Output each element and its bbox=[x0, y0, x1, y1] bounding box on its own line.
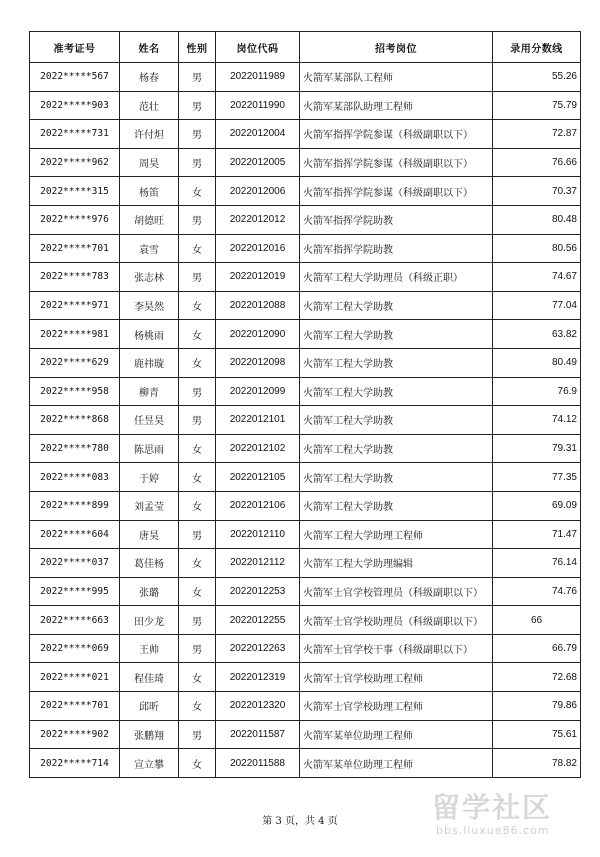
cell-name: 葛佳杨 bbox=[120, 549, 179, 578]
table-row bbox=[30, 348, 581, 377]
cell-name: 陈思雨 bbox=[120, 434, 179, 463]
cell-exam-id: 2022*****083 bbox=[30, 463, 120, 492]
cell-post-code: 2022012110 bbox=[216, 520, 300, 549]
cell-gender: 女 bbox=[179, 549, 216, 578]
cell-score: 55.26 bbox=[493, 63, 581, 92]
cell-score: 72.87 bbox=[493, 120, 581, 149]
cell-score: 74.67 bbox=[493, 263, 581, 292]
cell-name: 唐昊 bbox=[120, 520, 179, 549]
table-row bbox=[30, 463, 581, 492]
cell-post: 火箭军士官学校管理员（科级副职以下） bbox=[300, 577, 493, 606]
cell-exam-id: 2022*****714 bbox=[30, 749, 120, 778]
cell-gender: 男 bbox=[179, 720, 216, 749]
header-name: 姓名 bbox=[120, 32, 179, 63]
cell-post: 火箭军士官学校助理员（科级副职以下） bbox=[300, 606, 493, 635]
cell-post: 火箭军工程大学助理编辑 bbox=[300, 549, 493, 578]
cell-name: 杨笛 bbox=[120, 177, 179, 206]
cell-post-code: 2022012088 bbox=[216, 291, 300, 320]
cell-post: 火箭军指挥学院参谋（科级副职以下） bbox=[300, 120, 493, 149]
cell-exam-id: 2022*****995 bbox=[30, 577, 120, 606]
cell-name: 宣立攀 bbox=[120, 749, 179, 778]
cell-post-code: 2022012106 bbox=[216, 491, 300, 520]
cell-post-code: 2022012253 bbox=[216, 577, 300, 606]
watermark-url: bbs.liuxue86.com bbox=[436, 824, 550, 837]
cell-score: 71.47 bbox=[493, 520, 581, 549]
table-row bbox=[30, 263, 581, 292]
cell-post-code: 2022012102 bbox=[216, 434, 300, 463]
cell-gender: 男 bbox=[179, 606, 216, 635]
table-row bbox=[30, 520, 581, 549]
admission-table bbox=[29, 31, 581, 778]
cell-post-code: 2022012105 bbox=[216, 463, 300, 492]
cell-name: 张志林 bbox=[120, 263, 179, 292]
cell-name: 李昊然 bbox=[120, 291, 179, 320]
cell-exam-id: 2022*****899 bbox=[30, 491, 120, 520]
cell-score: 75.79 bbox=[493, 91, 581, 120]
cell-score: 74.12 bbox=[493, 406, 581, 435]
cell-exam-id: 2022*****902 bbox=[30, 720, 120, 749]
cell-post: 火箭军工程大学助教 bbox=[300, 320, 493, 349]
cell-score: 72.68 bbox=[493, 663, 581, 692]
cell-post-code: 2022011587 bbox=[216, 720, 300, 749]
cell-gender: 女 bbox=[179, 320, 216, 349]
header-post-code: 岗位代码 bbox=[216, 32, 300, 63]
table-row bbox=[30, 634, 581, 663]
cell-gender: 女 bbox=[179, 749, 216, 778]
cell-name: 柳青 bbox=[120, 377, 179, 406]
cell-post: 火箭军工程大学助理工程师 bbox=[300, 520, 493, 549]
cell-exam-id: 2022*****971 bbox=[30, 291, 120, 320]
cell-exam-id: 2022*****783 bbox=[30, 263, 120, 292]
cell-exam-id: 2022*****903 bbox=[30, 91, 120, 120]
header-score: 录用分数线 bbox=[493, 32, 581, 63]
table-row bbox=[30, 205, 581, 234]
cell-post-code: 2022012090 bbox=[216, 320, 300, 349]
watermark-title: 留学社区 bbox=[432, 791, 553, 824]
cell-exam-id: 2022*****868 bbox=[30, 406, 120, 435]
cell-gender: 女 bbox=[179, 234, 216, 263]
cell-post: 火箭军工程大学助教 bbox=[300, 406, 493, 435]
cell-post: 火箭军工程大学助教 bbox=[300, 434, 493, 463]
cell-post-code: 2022012112 bbox=[216, 549, 300, 578]
table-header-row bbox=[30, 32, 581, 63]
cell-score: 80.48 bbox=[493, 205, 581, 234]
cell-post-code: 2022012320 bbox=[216, 692, 300, 721]
table-row bbox=[30, 491, 581, 520]
table-row bbox=[30, 120, 581, 149]
cell-post-code: 2022011990 bbox=[216, 91, 300, 120]
cell-post-code: 2022012319 bbox=[216, 663, 300, 692]
cell-exam-id: 2022*****663 bbox=[30, 606, 120, 635]
cell-score: 78.82 bbox=[493, 749, 581, 778]
cell-post: 火箭军士官学校助理工程师 bbox=[300, 692, 493, 721]
cell-post-code: 2022012098 bbox=[216, 348, 300, 377]
table-row bbox=[30, 749, 581, 778]
cell-exam-id: 2022*****701 bbox=[30, 692, 120, 721]
cell-exam-id: 2022*****315 bbox=[30, 177, 120, 206]
table-row bbox=[30, 692, 581, 721]
cell-post: 火箭军某部队工程师 bbox=[300, 63, 493, 92]
cell-post-code: 2022012263 bbox=[216, 634, 300, 663]
cell-post-code: 2022012099 bbox=[216, 377, 300, 406]
cell-post: 火箭军指挥学院参谋（科级副职以下） bbox=[300, 177, 493, 206]
table-row bbox=[30, 406, 581, 435]
cell-gender: 女 bbox=[179, 348, 216, 377]
cell-exam-id: 2022*****976 bbox=[30, 205, 120, 234]
cell-score: 77.35 bbox=[493, 463, 581, 492]
cell-name: 张璐 bbox=[120, 577, 179, 606]
cell-gender: 男 bbox=[179, 63, 216, 92]
header-exam-id: 准考证号 bbox=[30, 32, 120, 63]
cell-exam-id: 2022*****958 bbox=[30, 377, 120, 406]
cell-name: 许付炟 bbox=[120, 120, 179, 149]
cell-score: 77.04 bbox=[493, 291, 581, 320]
cell-post-code: 2022012019 bbox=[216, 263, 300, 292]
cell-gender: 女 bbox=[179, 434, 216, 463]
cell-gender: 女 bbox=[179, 491, 216, 520]
cell-gender: 男 bbox=[179, 520, 216, 549]
cell-gender: 男 bbox=[179, 148, 216, 177]
cell-name: 周昊 bbox=[120, 148, 179, 177]
cell-name: 范壮 bbox=[120, 91, 179, 120]
cell-exam-id: 2022*****604 bbox=[30, 520, 120, 549]
cell-name: 胡德旺 bbox=[120, 205, 179, 234]
cell-name: 张鹏翔 bbox=[120, 720, 179, 749]
cell-gender: 男 bbox=[179, 91, 216, 120]
cell-exam-id: 2022*****962 bbox=[30, 148, 120, 177]
table-row bbox=[30, 63, 581, 92]
table-row bbox=[30, 234, 581, 263]
header-post: 招考岗位 bbox=[300, 32, 493, 63]
cell-post-code: 2022012016 bbox=[216, 234, 300, 263]
cell-score: 80.49 bbox=[493, 348, 581, 377]
cell-exam-id: 2022*****021 bbox=[30, 663, 120, 692]
table-row bbox=[30, 177, 581, 206]
cell-post: 火箭军工程大学助理员（科级正职） bbox=[300, 263, 493, 292]
cell-exam-id: 2022*****629 bbox=[30, 348, 120, 377]
cell-score: 76.66 bbox=[493, 148, 581, 177]
cell-post-code: 2022012005 bbox=[216, 148, 300, 177]
cell-score: 63.82 bbox=[493, 320, 581, 349]
cell-gender: 男 bbox=[179, 634, 216, 663]
cell-name: 刘孟莹 bbox=[120, 491, 179, 520]
cell-gender: 男 bbox=[179, 406, 216, 435]
cell-name: 杨桃雨 bbox=[120, 320, 179, 349]
cell-post: 火箭军工程大学助教 bbox=[300, 377, 493, 406]
table-row bbox=[30, 91, 581, 120]
cell-score: 70.37 bbox=[493, 177, 581, 206]
cell-name: 田少龙 bbox=[120, 606, 179, 635]
cell-score: 69.09 bbox=[493, 491, 581, 520]
cell-name: 于婷 bbox=[120, 463, 179, 492]
table-row bbox=[30, 320, 581, 349]
cell-exam-id: 2022*****731 bbox=[30, 120, 120, 149]
table-row bbox=[30, 606, 581, 635]
page-footer: 第 3 页，共 4 页 bbox=[262, 816, 338, 827]
cell-post: 火箭军某单位助理工程师 bbox=[300, 749, 493, 778]
cell-post-code: 2022012255 bbox=[216, 606, 300, 635]
table-row bbox=[30, 148, 581, 177]
cell-gender: 女 bbox=[179, 463, 216, 492]
cell-gender: 女 bbox=[179, 663, 216, 692]
cell-score: 79.86 bbox=[493, 692, 581, 721]
cell-post-code: 2022011588 bbox=[216, 749, 300, 778]
cell-post: 火箭军指挥学院参谋（科级副职以下） bbox=[300, 148, 493, 177]
cell-post: 火箭军工程大学助教 bbox=[300, 463, 493, 492]
cell-exam-id: 2022*****981 bbox=[30, 320, 120, 349]
table-row bbox=[30, 434, 581, 463]
cell-gender: 男 bbox=[179, 263, 216, 292]
table-row bbox=[30, 577, 581, 606]
cell-name: 杨春 bbox=[120, 63, 179, 92]
cell-gender: 女 bbox=[179, 291, 216, 320]
cell-exam-id: 2022*****037 bbox=[30, 549, 120, 578]
table-row bbox=[30, 291, 581, 320]
cell-post: 火箭军某部队助理工程师 bbox=[300, 91, 493, 120]
watermark-logo bbox=[428, 786, 588, 846]
cell-gender: 男 bbox=[179, 377, 216, 406]
cell-name: 邱昕 bbox=[120, 692, 179, 721]
table-row bbox=[30, 663, 581, 692]
table-body bbox=[30, 63, 581, 778]
header-gender: 性别 bbox=[179, 32, 216, 63]
cell-post-code: 2022012004 bbox=[216, 120, 300, 149]
cell-post-code: 2022012006 bbox=[216, 177, 300, 206]
cell-score: 76.9 bbox=[493, 377, 581, 406]
cell-post: 火箭军工程大学助教 bbox=[300, 291, 493, 320]
cell-exam-id: 2022*****567 bbox=[30, 63, 120, 92]
cell-post: 火箭军士官学校干事（科级副职以下） bbox=[300, 634, 493, 663]
cell-name: 鹿祎璇 bbox=[120, 348, 179, 377]
cell-gender: 女 bbox=[179, 577, 216, 606]
cell-exam-id: 2022*****780 bbox=[30, 434, 120, 463]
cell-post: 火箭军指挥学院助教 bbox=[300, 205, 493, 234]
cell-post: 火箭军士官学校助理工程师 bbox=[300, 663, 493, 692]
cell-score: 66 bbox=[493, 606, 581, 635]
cell-score: 74.76 bbox=[493, 577, 581, 606]
cell-name: 任昱昊 bbox=[120, 406, 179, 435]
cell-name: 王帅 bbox=[120, 634, 179, 663]
cell-post-code: 2022012101 bbox=[216, 406, 300, 435]
cell-gender: 男 bbox=[179, 120, 216, 149]
cell-score: 66.79 bbox=[493, 634, 581, 663]
table-row bbox=[30, 377, 581, 406]
cell-post: 火箭军某单位助理工程师 bbox=[300, 720, 493, 749]
cell-exam-id: 2022*****069 bbox=[30, 634, 120, 663]
cell-score: 76.14 bbox=[493, 549, 581, 578]
cell-gender: 女 bbox=[179, 177, 216, 206]
table-row bbox=[30, 720, 581, 749]
cell-exam-id: 2022*****701 bbox=[30, 234, 120, 263]
cell-post-code: 2022011989 bbox=[216, 63, 300, 92]
cell-name: 程佳琦 bbox=[120, 663, 179, 692]
cell-gender: 女 bbox=[179, 692, 216, 721]
cell-name: 袁雪 bbox=[120, 234, 179, 263]
cell-gender: 男 bbox=[179, 205, 216, 234]
cell-post: 火箭军工程大学助教 bbox=[300, 491, 493, 520]
cell-score: 79.31 bbox=[493, 434, 581, 463]
cell-score: 75.61 bbox=[493, 720, 581, 749]
cell-post: 火箭军工程大学助教 bbox=[300, 348, 493, 377]
cell-score: 80.56 bbox=[493, 234, 581, 263]
cell-post-code: 2022012012 bbox=[216, 205, 300, 234]
cell-post: 火箭军指挥学院助教 bbox=[300, 234, 493, 263]
table-row bbox=[30, 549, 581, 578]
